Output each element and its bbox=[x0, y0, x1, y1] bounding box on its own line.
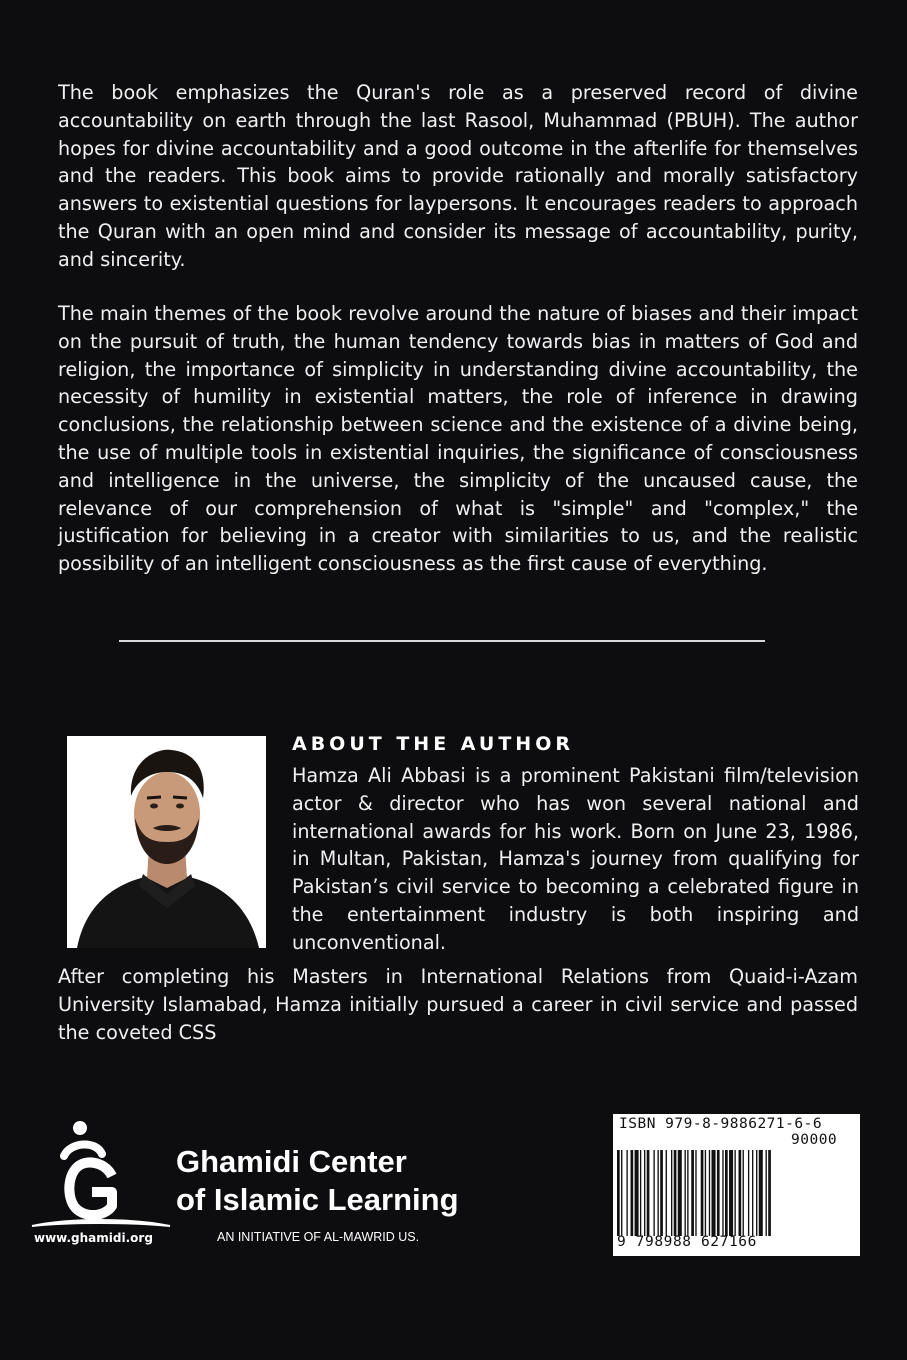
barcode-bar bbox=[640, 1150, 641, 1236]
barcode-bar bbox=[647, 1150, 650, 1236]
barcode-digits: 9 798988 627166 bbox=[617, 1234, 757, 1250]
barcode-bar bbox=[660, 1150, 663, 1236]
barcode-bar bbox=[626, 1150, 627, 1236]
barcode-bar bbox=[687, 1150, 688, 1236]
isbn-label: ISBN 979-8-9886271-6-6 bbox=[619, 1116, 823, 1132]
barcode-bar bbox=[631, 1150, 634, 1236]
barcode-bar bbox=[621, 1150, 622, 1236]
barcode-bar bbox=[635, 1150, 639, 1236]
barcode-bars bbox=[617, 1150, 857, 1236]
barcode-bar bbox=[674, 1150, 677, 1236]
barcode-bar bbox=[717, 1150, 720, 1236]
barcode-bar bbox=[768, 1150, 771, 1236]
author-photo bbox=[67, 736, 266, 948]
barcode-bar bbox=[666, 1150, 667, 1236]
barcode-bar bbox=[729, 1150, 733, 1236]
publisher-name-line-2: of Islamic Learning bbox=[176, 1182, 459, 1217]
barcode-bar bbox=[705, 1150, 706, 1236]
barcode-bar bbox=[617, 1150, 620, 1236]
barcode-bar bbox=[691, 1150, 694, 1236]
publisher-tagline: AN INITIATIVE OF AL-MAWRID US. bbox=[217, 1230, 420, 1244]
barcode-bar bbox=[685, 1150, 686, 1236]
barcode-bar bbox=[722, 1150, 723, 1236]
barcode-bar bbox=[709, 1150, 710, 1236]
description-paragraph-2: The main themes of the book revolve around the nature of biases and their impact on the pursuit of truth, the human tendency towards bias in matters of God and religion, the importance of simplicity in understanding divine accountability, the necessity of humility in existential matters, the role of inference in drawing conclusions, the relationship between science and the existence of a divine being, the use of multiple tools in existential inquiries, the significance of consciousness and intelligence in the universe, the simplicity of the uncaused cause, the relevance of our comprehension of what is "simple" and "complex," the justification for believing in a creator with similarities to us, and the realistic possibility of an intelligent consciousness as the first cause of everything. bbox=[58, 302, 858, 576]
barcode-bar bbox=[701, 1150, 704, 1236]
publisher-website: www.ghamidi.org bbox=[34, 1231, 153, 1245]
publisher-logo bbox=[30, 1120, 172, 1230]
author-bio-continued: After completing his Masters in International Relations from Quaid-i-Azam University Islamabad, Hamza initially pursued a career in civil service and passed the coveted CSS bbox=[58, 965, 858, 1044]
barcode-bar bbox=[653, 1150, 654, 1236]
isbn-barcode bbox=[613, 1114, 860, 1256]
barcode-bar bbox=[752, 1150, 753, 1236]
barcode-bar bbox=[756, 1150, 757, 1236]
barcode-bar bbox=[739, 1150, 742, 1236]
barcode-bar bbox=[759, 1150, 763, 1236]
isbn-addon: 90000 bbox=[791, 1132, 838, 1148]
about-author-heading: ABOUT THE AUTHOR bbox=[292, 733, 574, 755]
barcode-bar bbox=[743, 1150, 744, 1236]
author-portrait-image bbox=[67, 736, 266, 948]
barcode-bar bbox=[695, 1150, 696, 1236]
section-divider bbox=[119, 640, 765, 642]
ghamidi-logo-icon bbox=[30, 1120, 172, 1230]
publisher-name bbox=[176, 1143, 459, 1219]
barcode-bar bbox=[644, 1150, 645, 1236]
barcode-bar bbox=[671, 1150, 672, 1236]
barcode-bar bbox=[658, 1150, 659, 1236]
barcode-bar bbox=[734, 1150, 735, 1236]
barcode-bar bbox=[766, 1150, 767, 1236]
barcode-bar bbox=[678, 1150, 682, 1236]
barcode-bar bbox=[725, 1150, 728, 1236]
publisher-name-line-1: Ghamidi Center bbox=[176, 1144, 407, 1179]
barcode-bar bbox=[748, 1150, 749, 1236]
barcode-bar bbox=[712, 1150, 716, 1236]
description-paragraph-1: The book emphasizes the Quran's role as a preserved record of divine accountability on earth through the last Rasool, Muhammad (PBUH). The author hopes for divine accountability and a good outcome in the afterlife for themselves and the readers. This book aims to provide rationally and morally satisfactory answers to existential questions for laypersons. It encourages readers to approach the Quran with an open mind and consider its message of accountability, purity, and sincerity. bbox=[58, 81, 858, 271]
author-bio: Hamza Ali Abbasi is a prominent Pakistani film/television actor & director who has won several national and international awards for his work. Born on June 23, 1986, in Multan, Pakistan, Hamza's journey from qualifying for Pakistan’s civil service to becoming a celebrated figure in the entertainment industry is both inspiring and unconventional. bbox=[292, 764, 859, 954]
